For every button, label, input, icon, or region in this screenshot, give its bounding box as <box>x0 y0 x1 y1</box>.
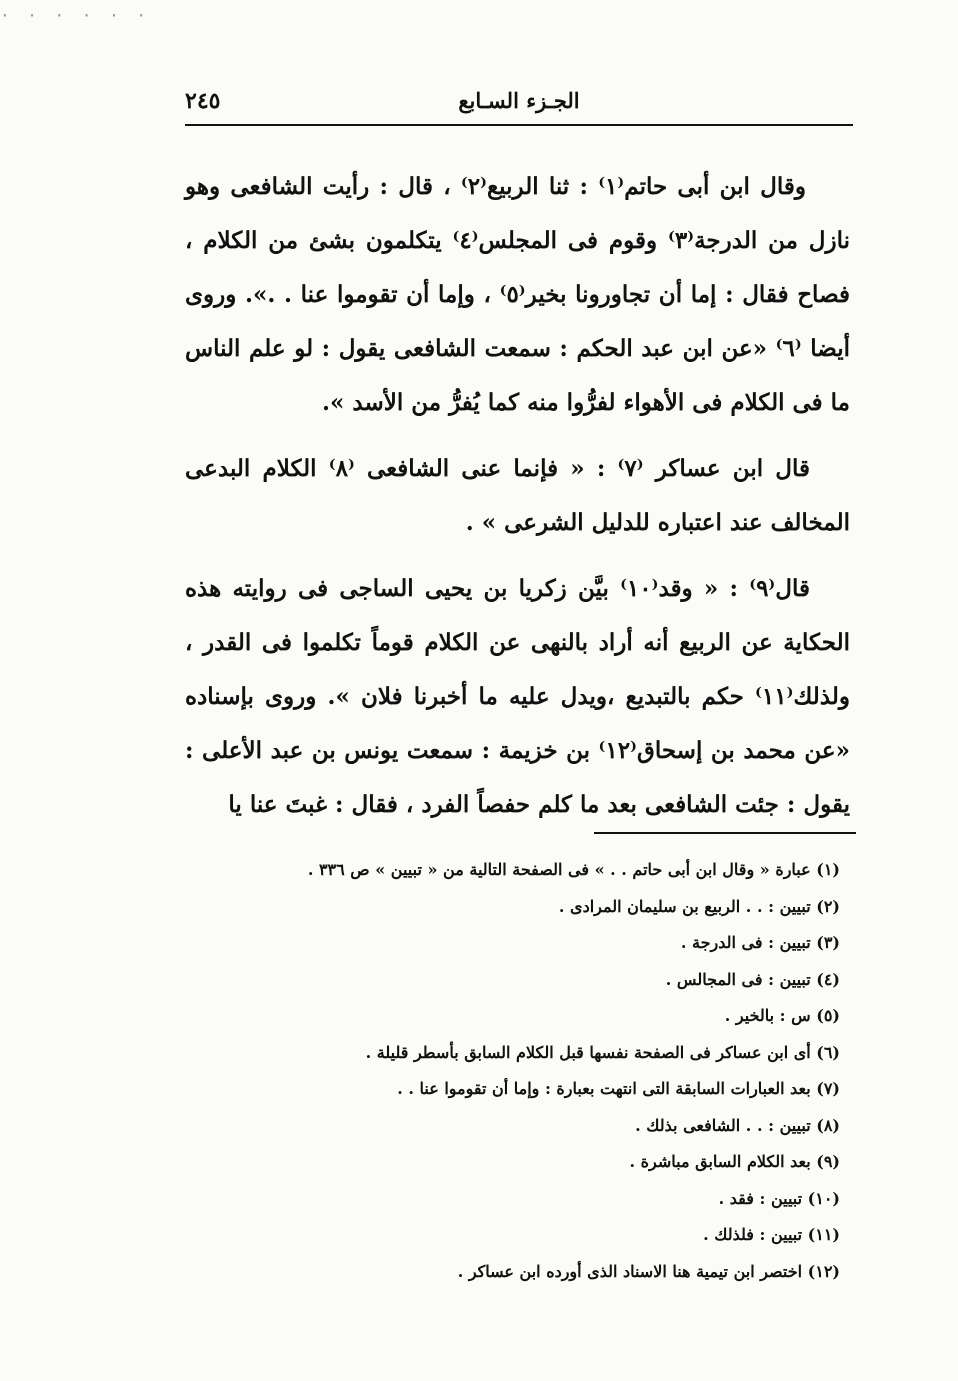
paragraph-2: قال ابن عساكر ⁽٧⁾ : « فإنما عنى الشافعى ⁽٨⁾ الكلام البدعى المخالف عند اعتباره للدليل الشرعى » . <box>185 455 850 536</box>
running-title: الجـزء السـابع <box>458 88 580 113</box>
footnote-11: (١١) تبيين : فلذلك . <box>703 1225 840 1244</box>
page-number: ٢٤٥ <box>185 88 221 114</box>
footnote-12: (١٢) اختصر ابن تيمية هنا الاسناد الذى أورده ابن عساكر . <box>457 1261 840 1281</box>
footnote-6: (٦) أى ابن عساكر فى الصفحة نفسها قبل الكلام السابق بأسطر قليلة . <box>365 1042 840 1062</box>
footnotes-list <box>230 852 840 1290</box>
footnote-divider <box>594 832 856 834</box>
footnote-9: (٩) بعد الكلام السابق مباشرة . <box>629 1152 840 1171</box>
footnote-2: (٢) تبيين : . . الربيع بن سليمان المرادى . <box>558 896 840 916</box>
footnote-5: (٥) س : بالخير . <box>724 1006 840 1025</box>
page-header <box>185 86 853 126</box>
footnote-4: (٤) تبيين : فى المجالس . <box>665 969 840 989</box>
paragraph-3: قال⁽٩⁾ : « وقد⁽١٠⁾ بيَّن زكريا بن يحيى الساجى فى روايته هذه الحكاية عن الربيع أنه أراد بالنهى عن الكلام قوماً تكلموا فى القدر ، ولذلك⁽١١⁾ حكم بالتبديع ،ويدل عليه ما أخبرنا فلان ». وروى بإسناده «عن محمد بن إسحاق⁽١٢⁾ بن خزيمة : سمعت يونس بن عبد الأعلى : يقول : جئت الشافعى بعد ما كلم حفصاً الفرد ، فقال : غبتَ عنا يا <box>185 575 850 818</box>
footnote-1: (١) عبارة « وقال ابن أبى حاتم . . » فى الصفحة التالية من « تبيين » ص ٣٣٦ . <box>307 860 840 879</box>
paragraph-1: وقال ابن أبى حاتم⁽١⁾ : ثنا الربيع⁽٢⁾ ، قال : رأيت الشافعى وهو نازل من الدرجة⁽٣⁾ وقوم فى المجلس⁽٤⁾ يتكلمون بشئ من الكلام ، فصاح فقال : إما أن تجاورونا بخير⁽٥⁾ ، وإما أن تقوموا عنا . .». وروى أيضا ⁽٦⁾ «عن ابن عبد الحكم : سمعت الشافعى يقول : لو علم الناس ما فى الكلام فى الأهواء لفرُّوا منه كما يُفرُّ من الأسد ». <box>185 173 851 416</box>
footnote-3: (٣) تبيين : فى الدرجة . <box>680 933 840 952</box>
footnote-7: (٧) بعد العبارات السابقة التى انتهت بعبارة : وإما أن تقوموا عنا . . <box>397 1079 840 1098</box>
main-text <box>185 160 850 844</box>
footnote-10: (١٠) تبيين : فقد . <box>718 1188 840 1208</box>
scan-dots: · · · · · · <box>0 6 150 25</box>
footnote-8: (٨) تبيين : . . الشافعى بذلك . <box>635 1115 840 1135</box>
